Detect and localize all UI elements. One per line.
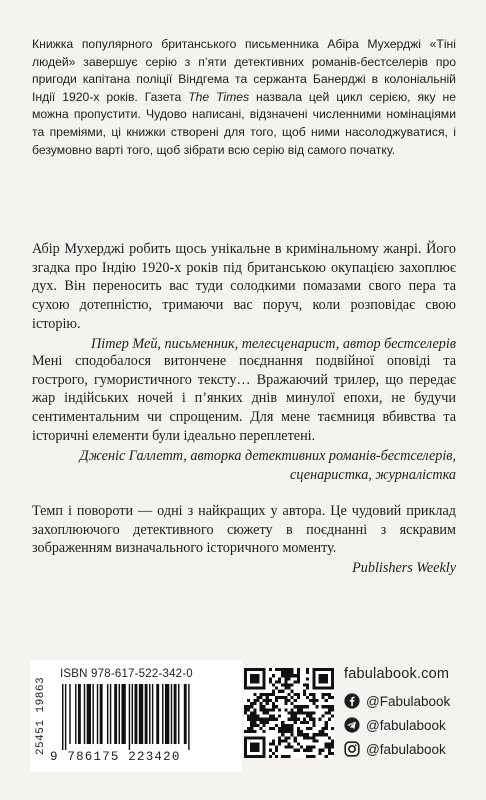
barcode-bar xyxy=(149,684,150,744)
barcode-digits: 9 786175 223420 xyxy=(50,750,181,764)
instagram-icon xyxy=(344,741,360,757)
barcode-bar xyxy=(110,684,111,744)
barcode-bar xyxy=(107,684,108,744)
description-part-1: Книжка популярного британського письменника Абіра Мухерджі «Тіні людей» завершує серію з п’яти детективних романів-бестселерів про пригоди капітана поліції Віндгема та сержанта Банерджі в колоніальній Індії 1920-х років. Газета xyxy=(32,37,456,104)
review-text: Мені сподобалося витончене поєднання подвійної оповіді та гострого, гумористичного тексту… Вражаючий трилер, що передає жар індійських ночей і п’янких днів минулої епохи, не будучи сентиментальним чи спрощеним. Для мене таємниця вбивства та історичні елементи були ідеально переплетені. xyxy=(32,353,456,444)
barcode-bar xyxy=(184,684,187,744)
barcode-bar xyxy=(178,684,179,744)
facebook-link xyxy=(344,690,474,712)
barcode-bar xyxy=(84,684,85,744)
barcode-bar xyxy=(75,684,76,744)
review-source: Publishers Weekly xyxy=(352,560,456,577)
barcode-bar xyxy=(165,684,169,744)
review-source: Пітер Мей, письменник, телесценарист, автор бестселерів xyxy=(91,335,456,352)
barcode-bar xyxy=(69,684,70,744)
instagram-link xyxy=(344,738,474,760)
barcode-bar xyxy=(162,684,163,744)
barcode-bar xyxy=(139,684,143,744)
isbn: ISBN 978-617-522-342-0 xyxy=(60,668,193,680)
facebook-handle: @Fabulabook xyxy=(366,693,451,709)
barcode-vertical-number: 25451 19863 xyxy=(35,676,47,756)
barcode-bar xyxy=(152,684,153,744)
facebook-icon xyxy=(344,693,360,709)
review-3 xyxy=(32,502,456,578)
telegram-icon xyxy=(344,717,360,733)
barcode-bar xyxy=(135,684,138,744)
barcode-bar xyxy=(174,684,177,744)
review-source: Дженіс Галлетт, авторка детективних романів-бестселерів, xyxy=(79,447,456,464)
qr-code xyxy=(244,668,334,758)
telegram-handle: @fabulabook xyxy=(366,717,446,733)
barcode-bar xyxy=(171,684,172,744)
publication-name: The Times xyxy=(188,89,250,104)
publisher-contacts xyxy=(344,666,474,762)
barcode-bar xyxy=(97,684,98,744)
barcode-bar xyxy=(92,684,93,744)
review-1 xyxy=(32,240,456,353)
review-text: Абір Мухерджі робить щось унікальне в кримінальному жанрі. Його згадка про Індію 1920-х років під британською окупацією захоплює дух. Він переносить вас туди солодкими помазами свого пера та сухою дотепністю, тримаючи вас поруч, коли розповідає свою історію. xyxy=(32,241,456,332)
telegram-link xyxy=(344,714,474,736)
barcode-bar xyxy=(156,684,159,744)
barcode-bar xyxy=(114,684,117,744)
barcode-bar xyxy=(87,684,91,744)
website: fabulabook.com xyxy=(344,666,450,682)
book-description xyxy=(32,36,456,159)
barcode-bar xyxy=(65,684,66,750)
barcode-bar xyxy=(188,684,189,750)
barcode-bar xyxy=(100,684,103,744)
barcode-bar xyxy=(132,684,133,744)
review-2 xyxy=(32,352,456,485)
description-part-2: назвала цей цикл серією, яку не можна пропустити. Чудово написані, відзначені численними номінаціями та преміями, ці книжки створені для того, щоб ними насолоджуватися, і безумовно варті того, щоб зібрати всю серію від самого початку. xyxy=(32,89,456,157)
barcode-bar xyxy=(78,684,81,744)
barcode-bar xyxy=(62,684,63,750)
barcode xyxy=(60,684,236,750)
barcode-bar xyxy=(121,684,125,744)
review-text: Темп і повороти — одні з найкращих у автора. Це чудовий приклад захоплюючого детективного сюжету в поєднанні з яскравим зображенням визначального історичного моменту. xyxy=(32,503,456,557)
barcode-bar xyxy=(129,684,130,750)
instagram-handle: @fabulabook xyxy=(366,741,446,757)
barcode-block xyxy=(30,660,242,772)
review-source-line-2: сценаристка, журналістка xyxy=(290,467,456,484)
barcode-bar xyxy=(145,684,148,744)
barcode-bar xyxy=(119,684,120,744)
